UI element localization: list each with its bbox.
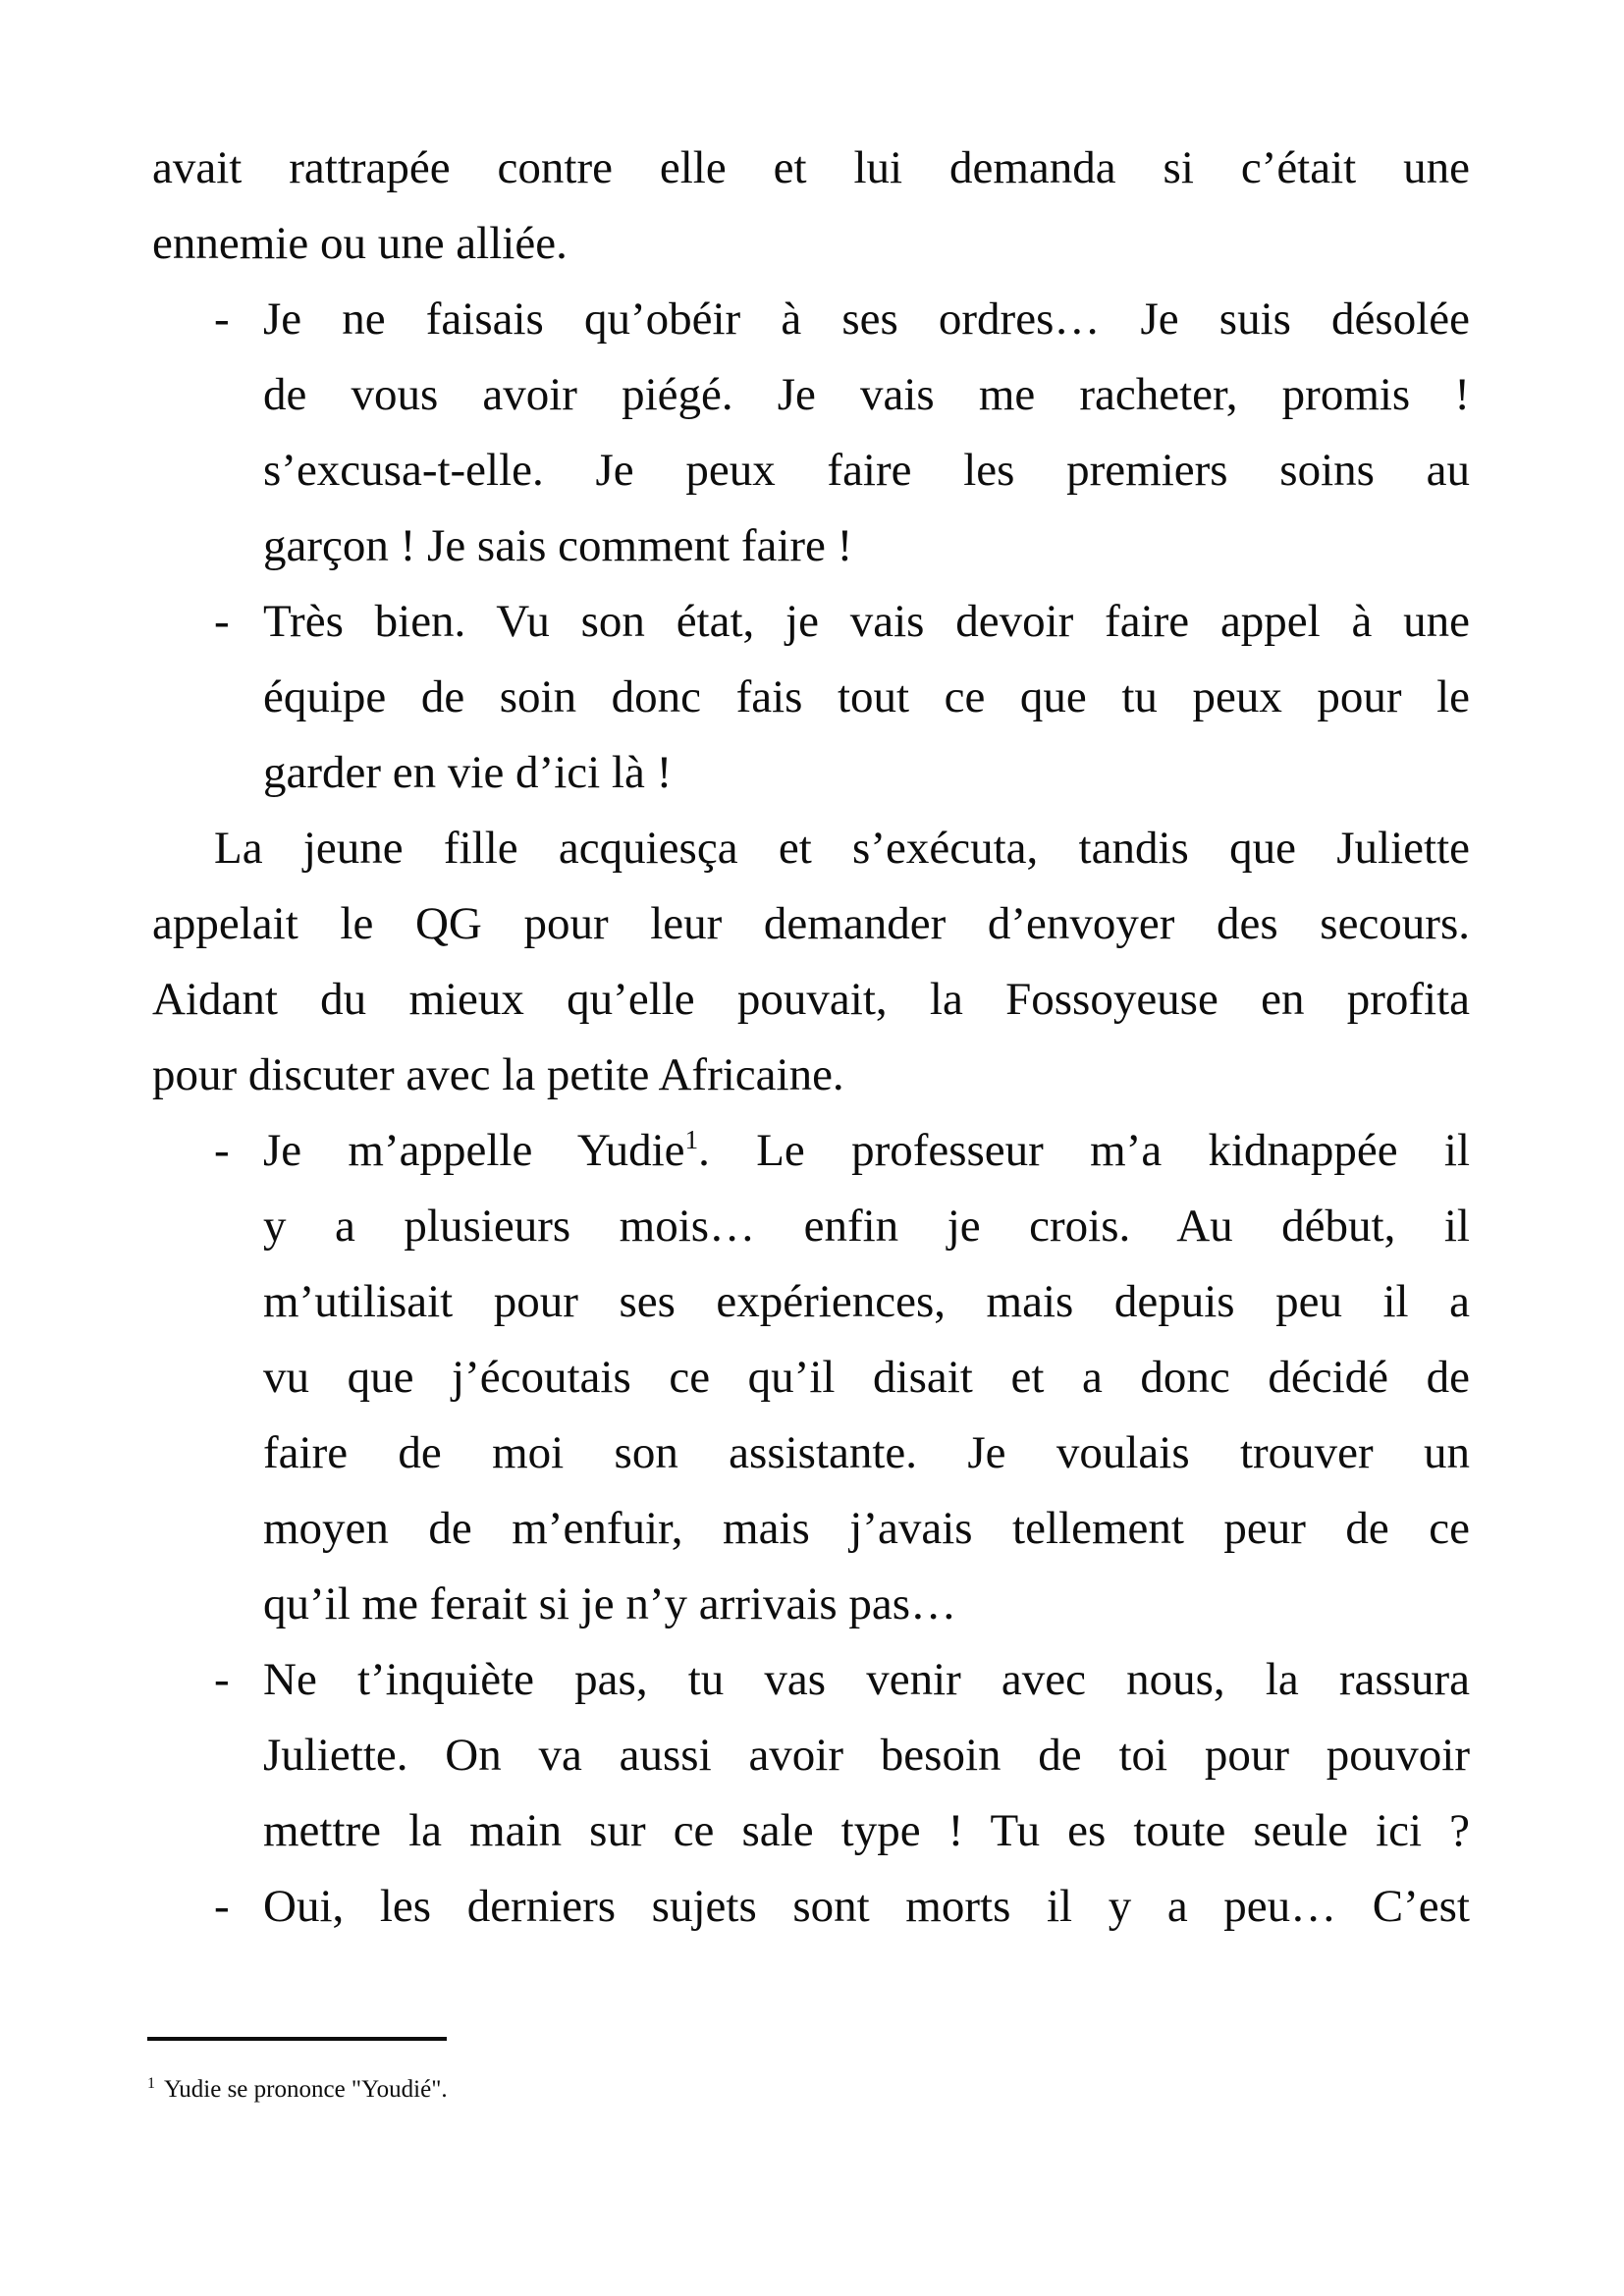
dialogue-paragraph	[152, 1642, 1470, 1869]
text-line	[152, 1038, 1470, 1113]
footnote-separator	[147, 2037, 447, 2041]
dialogue-dash: -	[214, 294, 230, 345]
text-segment: s’excusa-t-elle. Je peux faire les premiers soins au	[263, 445, 1470, 496]
text-line	[152, 1340, 1470, 1415]
text-line	[152, 508, 1470, 584]
text-line	[152, 1718, 1470, 1793]
dialogue-text	[263, 584, 1470, 660]
text-segment: avait rattrapée contre elle et lui demanda si c’était une	[152, 142, 1470, 193]
text-line	[152, 735, 1470, 811]
text-segment: . Le professeur m’a kidnappée il	[698, 1125, 1471, 1176]
text-segment: ennemie ou une alliée.	[152, 218, 568, 269]
dialogue-text	[263, 1642, 1470, 1718]
footnote-label: Yudie se prononce "Youdié".	[164, 2076, 448, 2103]
footnote-reference: 1	[684, 1125, 699, 1155]
text-segment: faire de moi son assistante. Je voulais trouver un	[263, 1427, 1470, 1478]
dialogue-paragraph	[152, 1869, 1470, 1945]
text-line	[152, 1415, 1470, 1491]
footnote-text	[147, 2073, 1465, 2109]
text-line	[152, 1189, 1470, 1264]
footnote	[147, 2037, 1465, 2109]
text-segment: La jeune fille acquiesça et s’exécuta, tandis que Juliette	[214, 823, 1470, 874]
dialogue-dash: -	[214, 596, 230, 647]
text-line	[152, 433, 1470, 508]
text-segment: vu que j’écoutais ce qu’il disait et a donc décidé de	[263, 1352, 1470, 1403]
text-line	[152, 1113, 1470, 1189]
text-segment: appelait le QG pour leur demander d’envoyer des secours.	[152, 898, 1470, 949]
text-segment: Ne t’inquiète pas, tu vas venir avec nous, la rassura	[263, 1654, 1470, 1705]
text-line	[152, 1869, 1470, 1945]
text-line	[152, 131, 1470, 206]
dialogue-paragraph	[152, 584, 1470, 811]
text-segment: mettre la main sur ce sale type ! Tu es toute seule ici ?	[263, 1805, 1470, 1856]
text-segment: Je m’appelle Yudie	[263, 1125, 685, 1176]
text-line	[152, 1264, 1470, 1340]
dialogue-dash: -	[214, 1654, 230, 1705]
paragraph	[152, 811, 1470, 1113]
text-line	[152, 282, 1470, 357]
text-line	[152, 811, 1470, 886]
text-segment: équipe de soin donc fais tout ce que tu peux pour le	[263, 671, 1470, 722]
text-segment: Juliette. On va aussi avoir besoin de toi pour pouvoir	[263, 1730, 1470, 1781]
text-line	[152, 206, 1470, 282]
text-segment: pour discuter avec la petite Africaine.	[152, 1049, 844, 1100]
paragraph	[152, 131, 1470, 282]
text-block	[152, 131, 1470, 1945]
text-line	[152, 1567, 1470, 1642]
dialogue-text	[263, 1113, 1470, 1189]
text-segment: m’utilisait pour ses expériences, mais depuis peu il a	[263, 1276, 1470, 1327]
text-segment: y a plusieurs mois… enfin je crois. Au début, il	[263, 1201, 1470, 1252]
text-segment: Aidant du mieux qu’elle pouvait, la Fossoyeuse en profita	[152, 974, 1470, 1025]
text-segment: qu’il me ferait si je n’y arrivais pas…	[263, 1578, 957, 1629]
text-segment: garçon ! Je sais comment faire !	[263, 520, 853, 571]
text-line	[152, 357, 1470, 433]
text-segment: moyen de m’enfuir, mais j’avais tellement peur de ce	[263, 1503, 1470, 1554]
text-line	[152, 1642, 1470, 1718]
text-segment: de vous avoir piégé. Je vais me racheter, promis !	[263, 369, 1470, 420]
text-line	[152, 584, 1470, 660]
text-segment: Très bien. Vu son état, je vais devoir faire appel à une	[263, 596, 1470, 647]
text-segment: Oui, les derniers sujets sont morts il y a peu… C’est	[263, 1881, 1470, 1932]
dialogue-dash: -	[214, 1881, 230, 1932]
text-segment: garder en vie d’ici là !	[263, 747, 673, 798]
dialogue-paragraph	[152, 282, 1470, 584]
dialogue-text	[263, 1869, 1470, 1945]
text-line	[152, 1491, 1470, 1567]
footnote-marker: 1	[147, 2075, 155, 2093]
text-line	[152, 886, 1470, 962]
dialogue-paragraph	[152, 1113, 1470, 1642]
dialogue-text	[263, 282, 1470, 357]
text-segment: Je ne faisais qu’obéir à ses ordres… Je suis désolée	[263, 294, 1470, 345]
text-line	[152, 1793, 1470, 1869]
text-line	[152, 962, 1470, 1038]
dialogue-dash: -	[214, 1125, 230, 1176]
text-line	[152, 660, 1470, 735]
